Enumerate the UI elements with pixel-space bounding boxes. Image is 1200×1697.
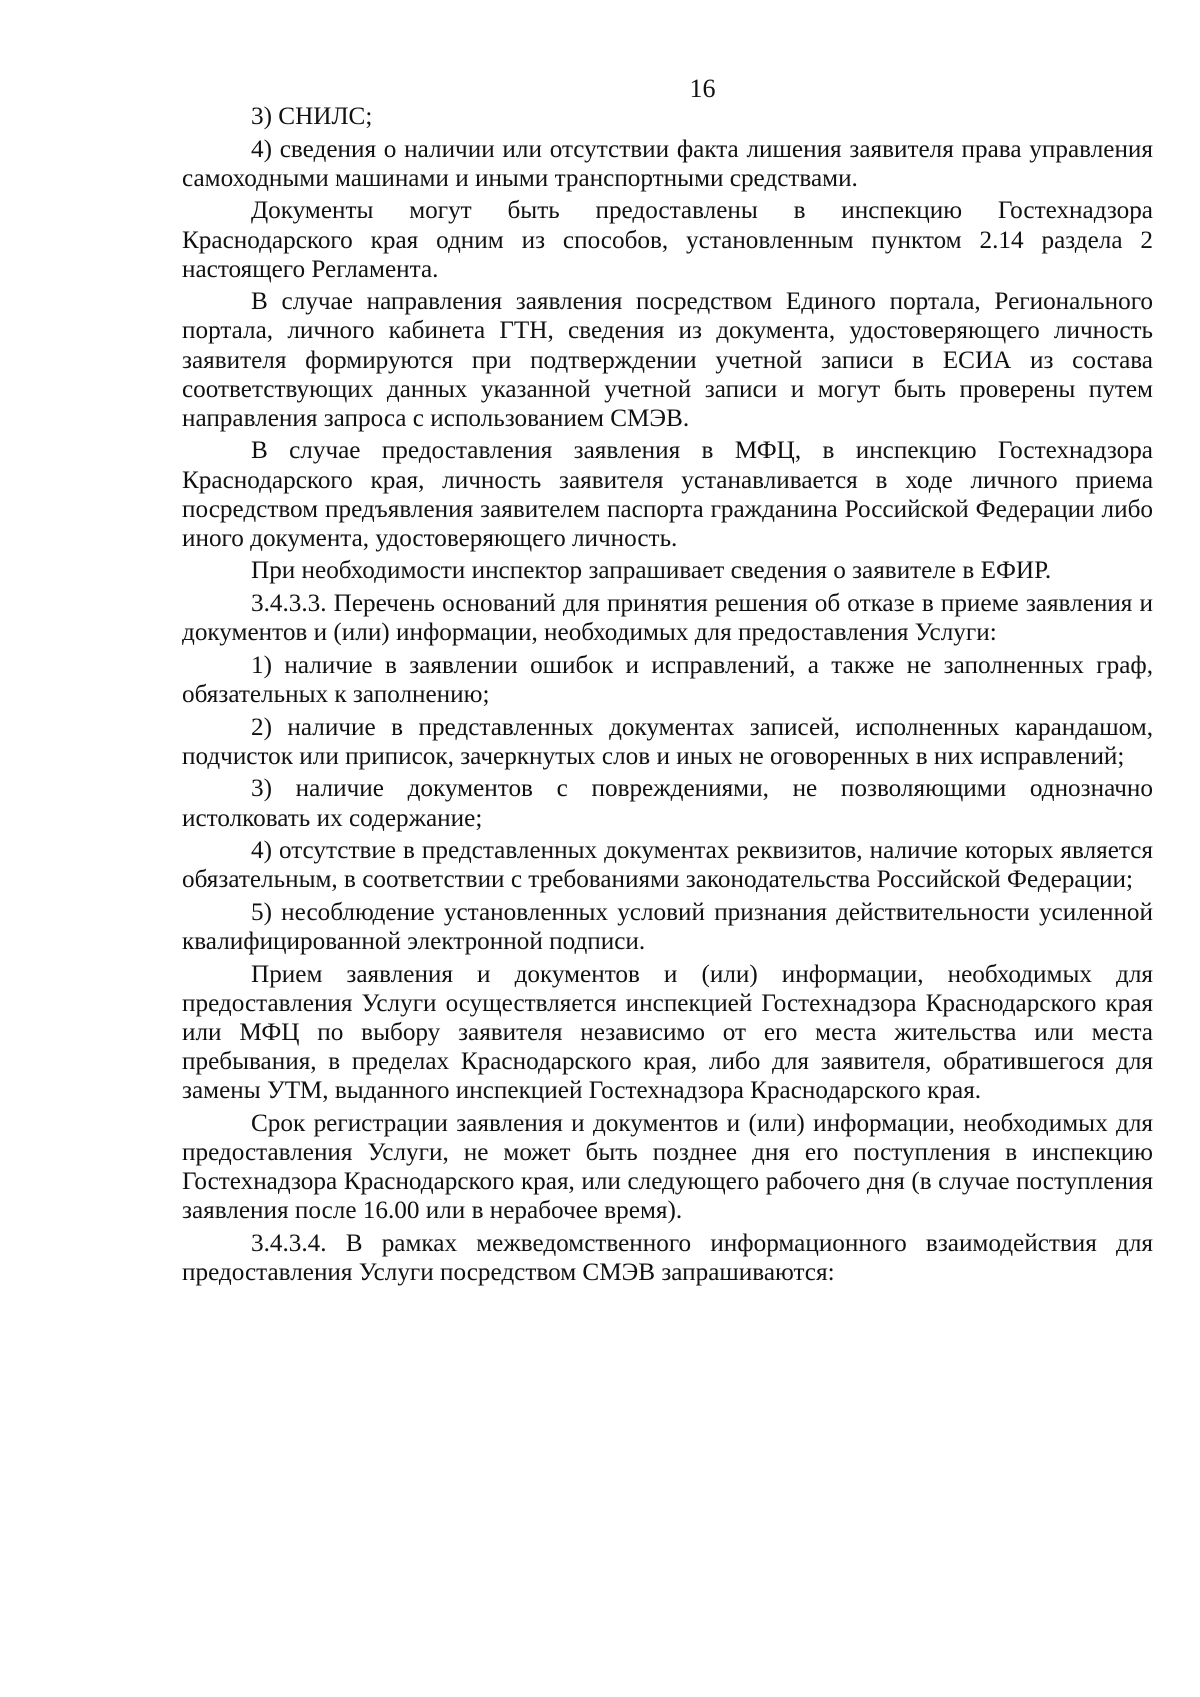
list-item: 3) наличие документов с повреждениями, не позволяющими однозначно истолковать их содержание; [182,775,1153,832]
paragraph: 3.4.3.3. Перечень оснований для принятия решения об отказе в приеме заявления и документов и (или) информации, необходимых для предоставления Услуги: [182,590,1153,647]
page-number: 16 [689,74,716,103]
paragraph: 3.4.3.4. В рамках межведомственного информационного взаимодействия для предоставления Услуги посредством СМЭВ запрашиваются: [182,1229,1153,1286]
list-item: 5) несоблюдение установленных условий признания действительности усиленной квалифицированной электронной подписи. [182,898,1153,956]
list-item: 4) отсутствие в представленных документах реквизитов, наличие которых является обязательным, в соответствии с требованиями законодательства Российской Федерации; [182,837,1153,894]
document-body [182,102,1153,1287]
list-item: 1) наличие в заявлении ошибок и исправлений, а также не заполненных граф, обязательных к заполнению; [182,651,1153,708]
paragraph: В случае предоставления заявления в МФЦ, в инспекцию Гостехнадзора Краснодарского края, личность заявителя устанавливается в ходе личного приема посредством предъявления заявителем паспорта гражданина Российской Федерации либо иного документа, удостоверяющего личность. [182,437,1153,552]
paragraph: Документы могут быть предоставлены в инспекцию Гостехнадзора Краснодарского края одним из способов, установленным пунктом 2.14 раздела 2 настоящего Регламента. [182,197,1153,283]
paragraph: 3) СНИЛС; [251,103,373,130]
paragraph: 4) сведения о наличии или отсутствии факта лишения заявителя права управления самоходными машинами и иными транспортными средствами. [182,135,1153,192]
list-item: 2) наличие в представленных документах записей, исполненных карандашом, подчисток или приписок, зачеркнутых слов и иных не оговоренных в них исправлений; [182,713,1153,770]
paragraph: При необходимости инспектор запрашивает сведения о заявителе в ЕФИР. [251,557,1052,585]
paragraph: Срок регистрации заявления и документов и (или) информации, необходимых для предоставления Услуги, не может быть позднее дня его поступления в инспекцию Гостехнадзора Краснодарского края, или следующего рабочего дня (в случае поступления заявления после 16.00 или в нерабочее время). [182,1109,1153,1225]
paragraph: Прием заявления и документов и (или) информации, необходимых для предоставления Услуги осуществляется инспекцией Гостехнадзора Краснодарского края или МФЦ по выбору заявителя независимо от его места жительства или места пребывания, в пределах Краснодарского края, либо для заявителя, обратившегося для замены УТМ, выданного инспекцией Гостехнадзора Краснодарского края. [182,960,1153,1105]
paragraph: В случае направления заявления посредством Единого портала, Регионального портала, личного кабинета ГТН, сведения из документа, удостоверяющего личность заявителя формируются при подтверждении учетной записи в ЕСИА из состава соответствующих данных указанной учетной записи и могут быть проверены путем направления запроса с использованием СМЭВ. [182,288,1153,432]
